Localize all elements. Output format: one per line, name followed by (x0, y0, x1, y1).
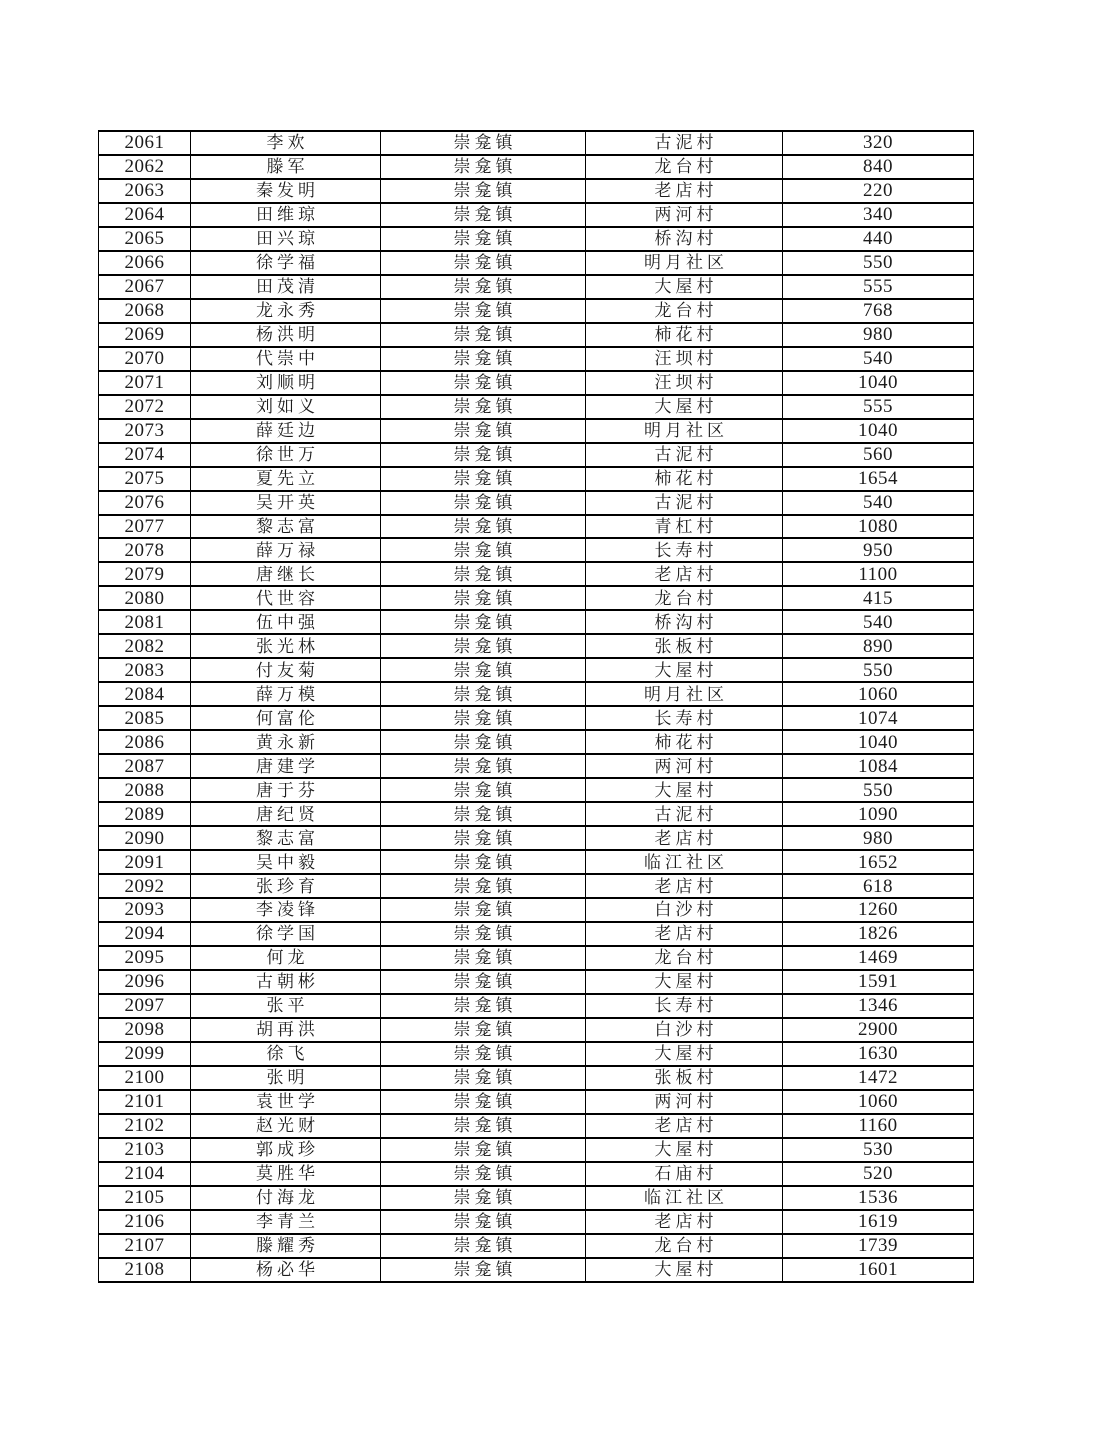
cell-village: 汪坝村 (586, 371, 783, 395)
cell-serial-number: 2062 (99, 155, 191, 179)
cell-person-name: 吴中毅 (191, 850, 381, 874)
table-row (99, 323, 974, 347)
cell-serial-number: 2070 (99, 347, 191, 371)
cell-amount: 550 (783, 778, 974, 802)
cell-amount: 1040 (783, 730, 974, 754)
cell-town: 崇龛镇 (381, 994, 586, 1018)
table-row (99, 754, 974, 778)
cell-town: 崇龛镇 (381, 898, 586, 922)
cell-serial-number: 2090 (99, 826, 191, 850)
cell-person-name: 张光林 (191, 634, 381, 658)
cell-amount: 840 (783, 155, 974, 179)
cell-town: 崇龛镇 (381, 970, 586, 994)
cell-amount: 550 (783, 658, 974, 682)
cell-village: 龙台村 (586, 586, 783, 610)
cell-town: 崇龛镇 (381, 538, 586, 562)
cell-village: 老店村 (586, 826, 783, 850)
cell-village: 龙台村 (586, 299, 783, 323)
table-row (99, 1258, 974, 1282)
cell-serial-number: 2069 (99, 323, 191, 347)
cell-amount: 540 (783, 347, 974, 371)
cell-serial-number: 2105 (99, 1186, 191, 1210)
cell-village: 大屋村 (586, 1258, 783, 1282)
cell-amount: 1040 (783, 419, 974, 443)
table-row (99, 1138, 974, 1162)
cell-amount: 980 (783, 826, 974, 850)
cell-serial-number: 2074 (99, 443, 191, 467)
cell-person-name: 李青兰 (191, 1210, 381, 1234)
cell-amount: 1652 (783, 850, 974, 874)
cell-village: 明月社区 (586, 419, 783, 443)
cell-village: 白沙村 (586, 1018, 783, 1042)
cell-town: 崇龛镇 (381, 491, 586, 515)
table-row (99, 371, 974, 395)
cell-amount: 415 (783, 586, 974, 610)
cell-amount: 1260 (783, 898, 974, 922)
table-row (99, 467, 974, 491)
cell-person-name: 唐继长 (191, 562, 381, 586)
table-row (99, 203, 974, 227)
cell-village: 柿花村 (586, 467, 783, 491)
table-row (99, 586, 974, 610)
cell-town: 崇龛镇 (381, 1234, 586, 1258)
cell-amount: 1630 (783, 1042, 974, 1066)
cell-village: 桥沟村 (586, 227, 783, 251)
table-row (99, 1162, 974, 1186)
cell-town: 崇龛镇 (381, 1018, 586, 1042)
cell-amount: 1084 (783, 754, 974, 778)
cell-serial-number: 2101 (99, 1090, 191, 1114)
cell-amount: 1739 (783, 1234, 974, 1258)
cell-person-name: 杨洪明 (191, 323, 381, 347)
cell-person-name: 代崇中 (191, 347, 381, 371)
cell-amount: 540 (783, 610, 974, 634)
cell-serial-number: 2078 (99, 538, 191, 562)
cell-person-name: 薛廷边 (191, 419, 381, 443)
cell-person-name: 郭成珍 (191, 1138, 381, 1162)
cell-person-name: 赵光财 (191, 1114, 381, 1138)
cell-serial-number: 2094 (99, 922, 191, 946)
cell-person-name: 薛万禄 (191, 538, 381, 562)
table-row (99, 1234, 974, 1258)
cell-person-name: 黎志富 (191, 515, 381, 539)
cell-village: 古泥村 (586, 131, 783, 155)
cell-serial-number: 2065 (99, 227, 191, 251)
cell-amount: 1619 (783, 1210, 974, 1234)
cell-serial-number: 2106 (99, 1210, 191, 1234)
cell-amount: 520 (783, 1162, 974, 1186)
cell-amount: 1601 (783, 1258, 974, 1282)
cell-person-name: 胡再洪 (191, 1018, 381, 1042)
cell-serial-number: 2072 (99, 395, 191, 419)
table-row (99, 658, 974, 682)
cell-amount: 550 (783, 251, 974, 275)
cell-person-name: 古朝彬 (191, 970, 381, 994)
cell-town: 崇龛镇 (381, 634, 586, 658)
cell-amount: 950 (783, 538, 974, 562)
cell-serial-number: 2061 (99, 131, 191, 155)
cell-person-name: 龙永秀 (191, 299, 381, 323)
cell-village: 白沙村 (586, 898, 783, 922)
cell-person-name: 滕耀秀 (191, 1234, 381, 1258)
cell-town: 崇龛镇 (381, 371, 586, 395)
cell-amount: 320 (783, 131, 974, 155)
cell-serial-number: 2063 (99, 179, 191, 203)
table-row (99, 1042, 974, 1066)
cell-town: 崇龛镇 (381, 1186, 586, 1210)
records-table-body (99, 131, 974, 1282)
cell-town: 崇龛镇 (381, 682, 586, 706)
cell-person-name: 刘如义 (191, 395, 381, 419)
cell-village: 老店村 (586, 179, 783, 203)
cell-town: 崇龛镇 (381, 515, 586, 539)
table-row (99, 802, 974, 826)
cell-town: 崇龛镇 (381, 850, 586, 874)
cell-amount: 1160 (783, 1114, 974, 1138)
table-row (99, 251, 974, 275)
cell-village: 老店村 (586, 874, 783, 898)
cell-town: 崇龛镇 (381, 754, 586, 778)
cell-town: 崇龛镇 (381, 1090, 586, 1114)
cell-amount: 1040 (783, 371, 974, 395)
table-row (99, 826, 974, 850)
cell-person-name: 田兴琼 (191, 227, 381, 251)
cell-town: 崇龛镇 (381, 730, 586, 754)
table-row (99, 970, 974, 994)
table-row (99, 1186, 974, 1210)
cell-amount: 1090 (783, 802, 974, 826)
cell-amount: 440 (783, 227, 974, 251)
cell-amount: 1472 (783, 1066, 974, 1090)
cell-town: 崇龛镇 (381, 443, 586, 467)
cell-serial-number: 2073 (99, 419, 191, 443)
cell-serial-number: 2088 (99, 778, 191, 802)
cell-amount: 1826 (783, 922, 974, 946)
cell-person-name: 刘顺明 (191, 371, 381, 395)
table-row (99, 419, 974, 443)
cell-serial-number: 2083 (99, 658, 191, 682)
cell-serial-number: 2086 (99, 730, 191, 754)
cell-serial-number: 2067 (99, 275, 191, 299)
cell-town: 崇龛镇 (381, 778, 586, 802)
table-row (99, 395, 974, 419)
cell-serial-number: 2071 (99, 371, 191, 395)
cell-serial-number: 2099 (99, 1042, 191, 1066)
cell-village: 老店村 (586, 1114, 783, 1138)
cell-serial-number: 2092 (99, 874, 191, 898)
cell-village: 张板村 (586, 634, 783, 658)
cell-village: 大屋村 (586, 275, 783, 299)
cell-serial-number: 2103 (99, 1138, 191, 1162)
table-row (99, 610, 974, 634)
cell-serial-number: 2080 (99, 586, 191, 610)
cell-town: 崇龛镇 (381, 227, 586, 251)
table-row (99, 515, 974, 539)
cell-village: 两河村 (586, 1090, 783, 1114)
cell-serial-number: 2097 (99, 994, 191, 1018)
cell-serial-number: 2104 (99, 1162, 191, 1186)
cell-town: 崇龛镇 (381, 179, 586, 203)
cell-person-name: 付海龙 (191, 1186, 381, 1210)
cell-serial-number: 2064 (99, 203, 191, 227)
table-row (99, 682, 974, 706)
cell-village: 古泥村 (586, 443, 783, 467)
cell-village: 临江社区 (586, 1186, 783, 1210)
cell-amount: 1346 (783, 994, 974, 1018)
cell-village: 汪坝村 (586, 347, 783, 371)
cell-amount: 1060 (783, 682, 974, 706)
cell-village: 大屋村 (586, 658, 783, 682)
cell-village: 长寿村 (586, 706, 783, 730)
cell-person-name: 薛万模 (191, 682, 381, 706)
cell-town: 崇龛镇 (381, 131, 586, 155)
cell-amount: 220 (783, 179, 974, 203)
cell-person-name: 唐纪贤 (191, 802, 381, 826)
cell-village: 老店村 (586, 922, 783, 946)
cell-village: 老店村 (586, 562, 783, 586)
table-row (99, 1114, 974, 1138)
table-row (99, 1066, 974, 1090)
cell-village: 大屋村 (586, 1042, 783, 1066)
cell-person-name: 滕军 (191, 155, 381, 179)
cell-person-name: 何龙 (191, 946, 381, 970)
table-row (99, 994, 974, 1018)
cell-amount: 1060 (783, 1090, 974, 1114)
cell-person-name: 徐飞 (191, 1042, 381, 1066)
table-row (99, 299, 974, 323)
cell-serial-number: 2102 (99, 1114, 191, 1138)
cell-town: 崇龛镇 (381, 155, 586, 179)
cell-town: 崇龛镇 (381, 419, 586, 443)
cell-village: 两河村 (586, 754, 783, 778)
cell-village: 石庙村 (586, 1162, 783, 1186)
cell-town: 崇龛镇 (381, 1210, 586, 1234)
table-row (99, 850, 974, 874)
cell-person-name: 李欢 (191, 131, 381, 155)
cell-person-name: 唐建学 (191, 754, 381, 778)
cell-person-name: 唐于芬 (191, 778, 381, 802)
cell-town: 崇龛镇 (381, 203, 586, 227)
cell-town: 崇龛镇 (381, 826, 586, 850)
cell-town: 崇龛镇 (381, 1162, 586, 1186)
cell-person-name: 徐学福 (191, 251, 381, 275)
table-row (99, 946, 974, 970)
cell-serial-number: 2096 (99, 970, 191, 994)
cell-person-name: 代世容 (191, 586, 381, 610)
cell-village: 长寿村 (586, 538, 783, 562)
cell-person-name: 徐世万 (191, 443, 381, 467)
cell-person-name: 杨必华 (191, 1258, 381, 1282)
cell-person-name: 伍中强 (191, 610, 381, 634)
cell-town: 崇龛镇 (381, 1042, 586, 1066)
cell-amount: 340 (783, 203, 974, 227)
cell-town: 崇龛镇 (381, 395, 586, 419)
cell-amount: 1536 (783, 1186, 974, 1210)
table-row (99, 538, 974, 562)
table-row (99, 1090, 974, 1114)
cell-town: 崇龛镇 (381, 946, 586, 970)
cell-town: 崇龛镇 (381, 562, 586, 586)
table-row (99, 634, 974, 658)
cell-town: 崇龛镇 (381, 610, 586, 634)
table-row (99, 1018, 974, 1042)
cell-town: 崇龛镇 (381, 1138, 586, 1162)
cell-person-name: 田茂清 (191, 275, 381, 299)
cell-person-name: 黄永新 (191, 730, 381, 754)
cell-village: 大屋村 (586, 970, 783, 994)
table-row (99, 898, 974, 922)
table-row (99, 131, 974, 155)
cell-town: 崇龛镇 (381, 706, 586, 730)
cell-serial-number: 2098 (99, 1018, 191, 1042)
cell-town: 崇龛镇 (381, 874, 586, 898)
table-row (99, 874, 974, 898)
cell-serial-number: 2066 (99, 251, 191, 275)
cell-village: 明月社区 (586, 251, 783, 275)
cell-amount: 1469 (783, 946, 974, 970)
cell-amount: 1654 (783, 467, 974, 491)
table-row (99, 155, 974, 179)
table-row (99, 778, 974, 802)
cell-village: 柿花村 (586, 323, 783, 347)
cell-serial-number: 2084 (99, 682, 191, 706)
cell-person-name: 张平 (191, 994, 381, 1018)
cell-serial-number: 2091 (99, 850, 191, 874)
cell-village: 大屋村 (586, 778, 783, 802)
table-row (99, 275, 974, 299)
cell-village: 龙台村 (586, 946, 783, 970)
cell-serial-number: 2075 (99, 467, 191, 491)
cell-amount: 555 (783, 275, 974, 299)
cell-village: 桥沟村 (586, 610, 783, 634)
records-table (98, 130, 974, 1283)
cell-person-name: 袁世学 (191, 1090, 381, 1114)
cell-serial-number: 2076 (99, 491, 191, 515)
table-row (99, 562, 974, 586)
cell-person-name: 秦发明 (191, 179, 381, 203)
cell-amount: 980 (783, 323, 974, 347)
cell-town: 崇龛镇 (381, 1258, 586, 1282)
cell-town: 崇龛镇 (381, 275, 586, 299)
cell-amount: 540 (783, 491, 974, 515)
cell-village: 明月社区 (586, 682, 783, 706)
cell-serial-number: 2079 (99, 562, 191, 586)
table-row (99, 347, 974, 371)
cell-town: 崇龛镇 (381, 1066, 586, 1090)
cell-serial-number: 2087 (99, 754, 191, 778)
cell-person-name: 何富伦 (191, 706, 381, 730)
cell-serial-number: 2108 (99, 1258, 191, 1282)
cell-person-name: 夏先立 (191, 467, 381, 491)
cell-village: 柿花村 (586, 730, 783, 754)
cell-amount: 560 (783, 443, 974, 467)
cell-serial-number: 2068 (99, 299, 191, 323)
table-row (99, 922, 974, 946)
cell-village: 龙台村 (586, 1234, 783, 1258)
cell-town: 崇龛镇 (381, 347, 586, 371)
cell-person-name: 黎志富 (191, 826, 381, 850)
cell-serial-number: 2100 (99, 1066, 191, 1090)
cell-serial-number: 2085 (99, 706, 191, 730)
cell-town: 崇龛镇 (381, 299, 586, 323)
table-row (99, 730, 974, 754)
cell-town: 崇龛镇 (381, 251, 586, 275)
cell-amount: 1074 (783, 706, 974, 730)
cell-village: 临江社区 (586, 850, 783, 874)
cell-person-name: 徐学国 (191, 922, 381, 946)
cell-person-name: 付友菊 (191, 658, 381, 682)
cell-town: 崇龛镇 (381, 802, 586, 826)
cell-serial-number: 2077 (99, 515, 191, 539)
cell-amount: 1591 (783, 970, 974, 994)
cell-village: 古泥村 (586, 491, 783, 515)
cell-town: 崇龛镇 (381, 323, 586, 347)
cell-serial-number: 2093 (99, 898, 191, 922)
cell-amount: 530 (783, 1138, 974, 1162)
cell-town: 崇龛镇 (381, 467, 586, 491)
cell-town: 崇龛镇 (381, 922, 586, 946)
table-row (99, 179, 974, 203)
cell-village: 龙台村 (586, 155, 783, 179)
cell-person-name: 张明 (191, 1066, 381, 1090)
table-row (99, 227, 974, 251)
table-row (99, 443, 974, 467)
table-row (99, 1210, 974, 1234)
cell-village: 两河村 (586, 203, 783, 227)
cell-serial-number: 2107 (99, 1234, 191, 1258)
cell-village: 长寿村 (586, 994, 783, 1018)
cell-amount: 618 (783, 874, 974, 898)
cell-village: 张板村 (586, 1066, 783, 1090)
cell-village: 大屋村 (586, 1138, 783, 1162)
table-row (99, 491, 974, 515)
cell-village: 古泥村 (586, 802, 783, 826)
cell-town: 崇龛镇 (381, 1114, 586, 1138)
cell-person-name: 李凌锋 (191, 898, 381, 922)
cell-village: 青杠村 (586, 515, 783, 539)
cell-amount: 890 (783, 634, 974, 658)
table-row (99, 706, 974, 730)
cell-amount: 555 (783, 395, 974, 419)
cell-serial-number: 2081 (99, 610, 191, 634)
cell-amount: 768 (783, 299, 974, 323)
cell-town: 崇龛镇 (381, 586, 586, 610)
cell-town: 崇龛镇 (381, 658, 586, 682)
cell-person-name: 莫胜华 (191, 1162, 381, 1186)
cell-amount: 2900 (783, 1018, 974, 1042)
cell-amount: 1100 (783, 562, 974, 586)
cell-village: 老店村 (586, 1210, 783, 1234)
cell-serial-number: 2095 (99, 946, 191, 970)
cell-person-name: 张珍育 (191, 874, 381, 898)
cell-person-name: 田维琼 (191, 203, 381, 227)
cell-person-name: 吴开英 (191, 491, 381, 515)
cell-serial-number: 2089 (99, 802, 191, 826)
cell-serial-number: 2082 (99, 634, 191, 658)
cell-amount: 1080 (783, 515, 974, 539)
cell-village: 大屋村 (586, 395, 783, 419)
